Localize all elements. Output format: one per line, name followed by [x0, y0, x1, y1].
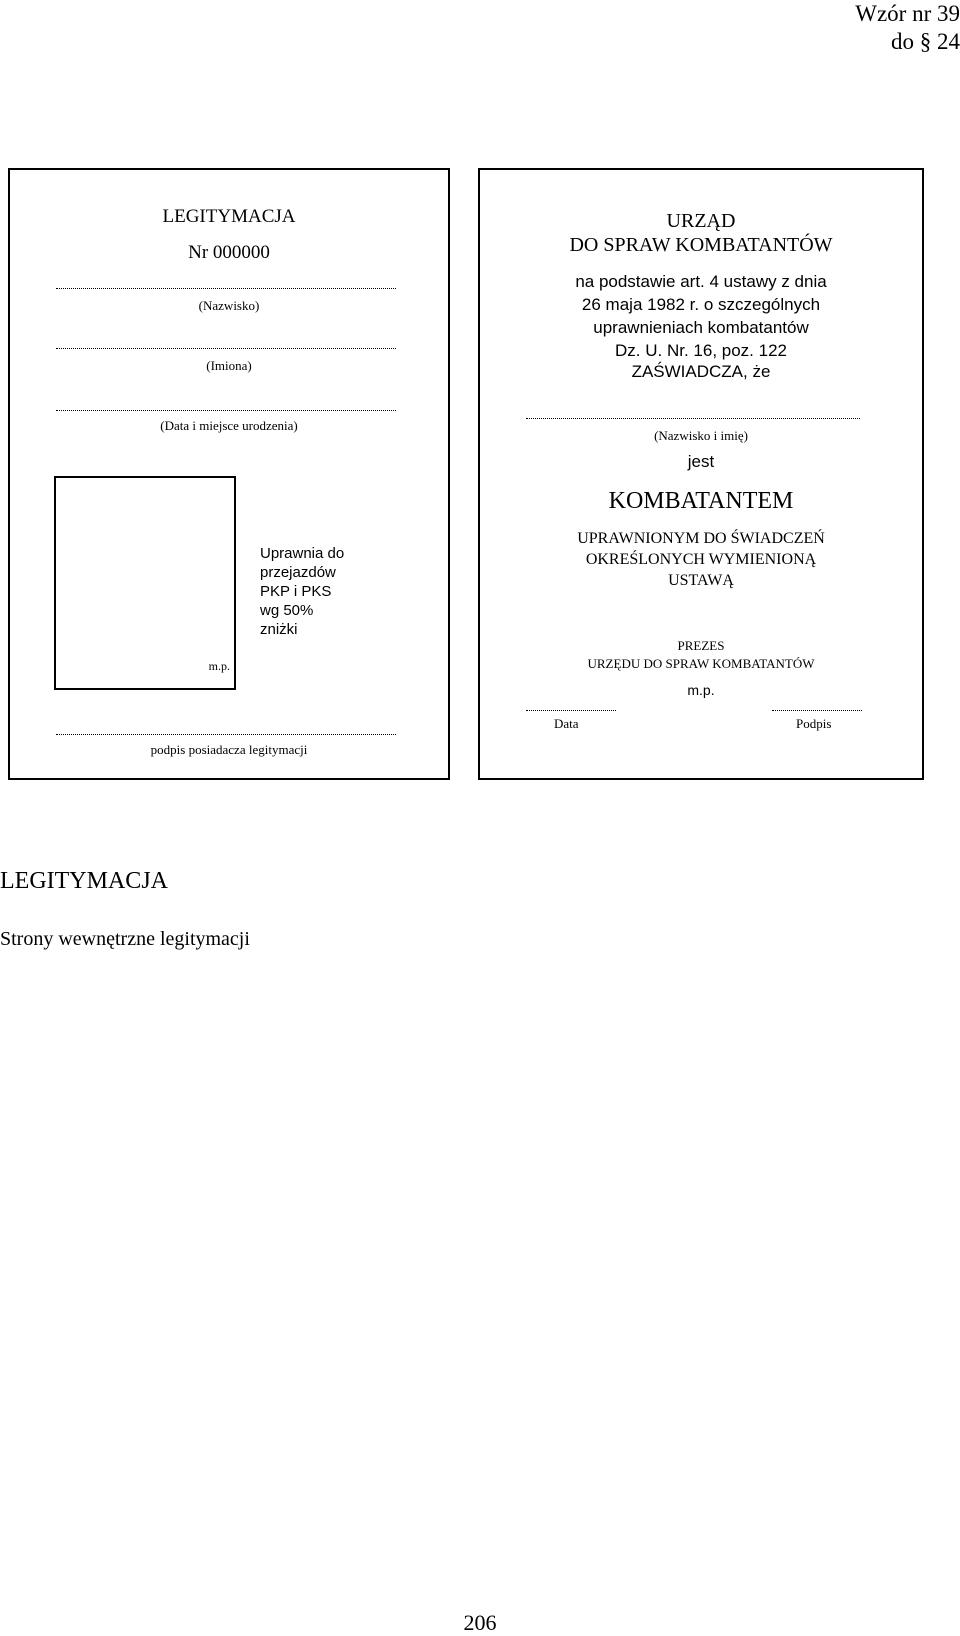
photo-box — [54, 476, 236, 690]
permission-line: wg 50% — [260, 602, 314, 619]
names-label: (Imiona) — [206, 358, 252, 373]
section-subtitle: Strony wewnętrzne legitymacji — [0, 928, 250, 950]
president-label: PREZES — [677, 638, 725, 653]
birth-label: (Data i miejsce urodzenia) — [160, 418, 298, 433]
holder-name-line — [526, 418, 860, 419]
permission-line: przejazdów — [260, 564, 336, 581]
date-line — [526, 710, 616, 711]
legal-basis-line: uprawnieniach kombatantów — [593, 318, 809, 337]
certifies-text: ZAŚWIADCZA, że — [631, 362, 771, 381]
permission-line: PKP i PKS — [260, 583, 332, 600]
holder-name-label: (Nazwisko i imię) — [654, 428, 748, 443]
entitlement-line: UPRAWNIONYM DO ŚWIADCZEŃ — [577, 530, 825, 547]
signature-line — [56, 734, 396, 735]
card-title: LEGITYMACJA — [162, 206, 296, 227]
stamp-label: m.p. — [208, 659, 230, 673]
combatant-title: KOMBATANTEM — [608, 488, 794, 514]
signature-label: Podpis — [796, 716, 832, 731]
legal-basis-line: Dz. U. Nr. 16, poz. 122 — [615, 341, 787, 360]
entitlement-line: USTAWĄ — [668, 572, 734, 589]
stamp-label: m.p. — [687, 682, 715, 698]
permission-line: zniżki — [260, 621, 298, 638]
surname-line — [56, 288, 396, 289]
legal-basis — [480, 270, 922, 362]
legal-basis-line: na podstawie art. 4 ustawy z dnia — [575, 272, 827, 291]
office-name-line1: URZĄD — [666, 210, 736, 232]
is-text: jest — [687, 452, 715, 471]
form-reference — [660, 0, 960, 56]
travel-permission-text — [260, 544, 344, 639]
signature-line — [772, 710, 862, 711]
card-number: Nr 000000 — [188, 242, 270, 263]
id-card-right-page — [478, 168, 924, 780]
paragraph-reference: do § 24 — [891, 29, 960, 54]
signature-label: podpis posiadacza legitymacji — [150, 742, 308, 757]
birth-line — [56, 410, 396, 411]
id-card-left-page — [8, 168, 450, 780]
page-number: 206 — [463, 1610, 497, 1635]
names-line — [56, 348, 396, 349]
office-label: URZĘDU DO SPRAW KOMBATANTÓW — [587, 656, 815, 671]
permission-line: Uprawnia do — [260, 545, 345, 562]
entitlement-line: OKREŚLONYCH WYMIENIONĄ — [585, 551, 817, 568]
form-number: Wzór nr 39 — [855, 1, 960, 26]
section-title: LEGITYMACJA — [0, 868, 168, 894]
legal-basis-line: 26 maja 1982 r. o szczególnych — [581, 295, 821, 314]
entitlement-text — [480, 528, 922, 591]
surname-label: (Nazwisko) — [198, 298, 260, 313]
date-label: Data — [554, 716, 579, 731]
office-name-line2: DO SPRAW KOMBATANTÓW — [569, 234, 833, 256]
